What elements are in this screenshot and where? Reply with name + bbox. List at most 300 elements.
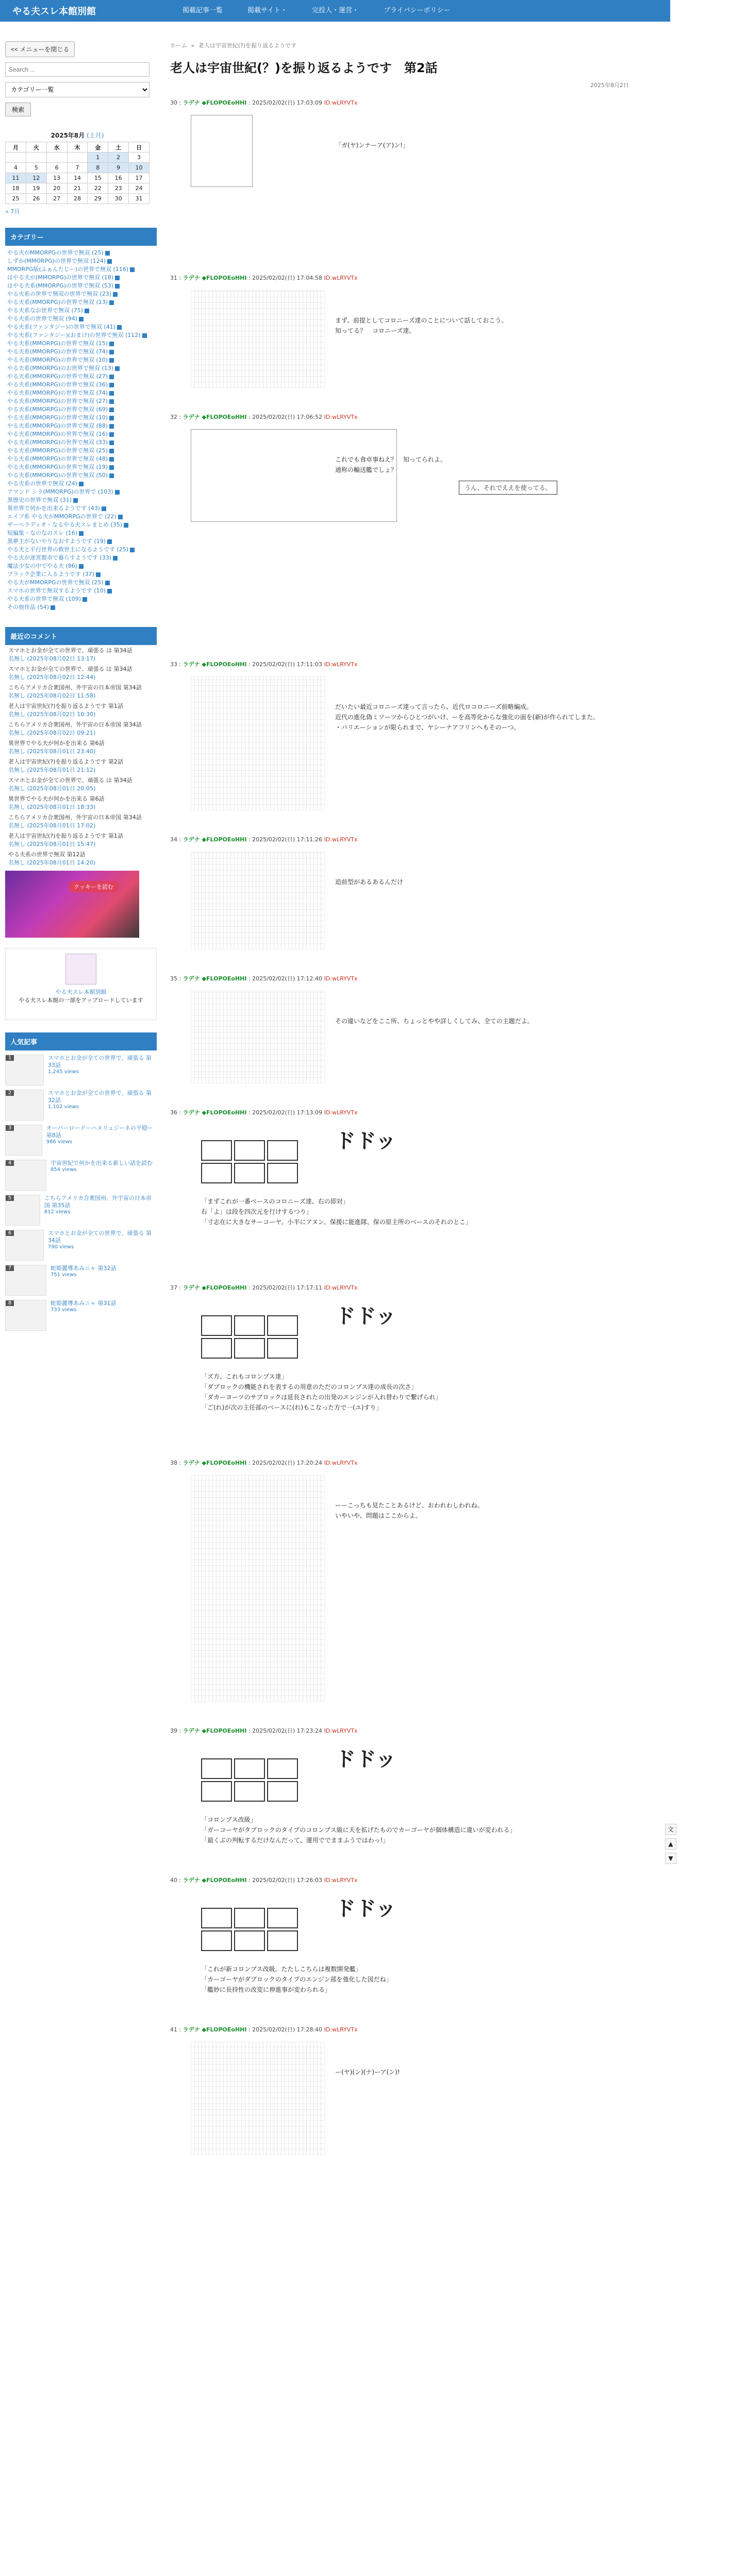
category-item[interactable] xyxy=(5,496,157,504)
rss-icon[interactable] xyxy=(109,465,114,470)
category-label: やる夫系(MMORPG)の世界で無双 (88) xyxy=(7,422,108,429)
rss-icon[interactable] xyxy=(142,333,147,338)
poster-name: ラデナ ◆FLOPOEoHHI xyxy=(182,1727,247,1734)
popular-item[interactable] xyxy=(5,1125,157,1156)
category-item[interactable] xyxy=(5,430,157,438)
post-datetime: 2025/02/02(日) 17:17:11 xyxy=(252,1284,323,1291)
recent-comment xyxy=(5,701,157,719)
calendar-day[interactable]: 9 xyxy=(108,163,129,173)
category-item[interactable] xyxy=(5,298,157,307)
popular-title[interactable]: スマホとお金が全ての世界で、頑張る 第33話 xyxy=(47,1055,152,1069)
ship-diagram xyxy=(201,1140,298,1183)
recent-comment-date[interactable]: 名無し (2025年08月01日 15:47) xyxy=(8,841,96,848)
calendar-day[interactable]: 23 xyxy=(108,183,129,194)
rss-icon[interactable] xyxy=(109,399,114,404)
post-number: 40 xyxy=(170,1877,177,1884)
character-art xyxy=(191,676,325,810)
category-item[interactable] xyxy=(5,595,157,603)
category-item[interactable] xyxy=(5,282,157,290)
calendar-day[interactable]: 22 xyxy=(88,183,108,194)
post xyxy=(170,413,629,651)
calendar-day[interactable]: 26 xyxy=(26,194,46,204)
rss-icon[interactable] xyxy=(107,589,112,594)
recent-comment-date[interactable]: 名無し (2025年08月02日 13:17) xyxy=(8,655,96,662)
recent-comment-date[interactable]: 名無し (2025年08月01日 18:33) xyxy=(8,804,96,810)
recent-comment xyxy=(5,682,157,701)
rss-icon[interactable] xyxy=(109,457,114,462)
ascii-art xyxy=(170,1470,629,1717)
category-item[interactable] xyxy=(5,463,157,471)
rss-icon[interactable] xyxy=(79,317,84,321)
rss-icon[interactable] xyxy=(109,358,114,363)
recent-comments-list xyxy=(5,645,157,868)
dialogue-line: 「艦妙に長持性の改変に伸進事が変わられる」 xyxy=(201,1986,331,1993)
popular-thumbnail[interactable] xyxy=(5,1160,46,1191)
dialogue-line: ー(ヤ)(ン)(ナ)ーア(ン)! xyxy=(335,2069,400,2076)
sidebar xyxy=(5,41,157,1335)
rank-badge: 8 xyxy=(6,1300,14,1306)
popular-text xyxy=(51,1265,117,1278)
poster-id[interactable]: ID:wLRYVTx xyxy=(324,661,358,668)
category-item[interactable] xyxy=(5,331,157,340)
character-art xyxy=(191,991,325,1083)
popular-title[interactable]: 蛇姫麗導あみニャ 第32話 xyxy=(51,1265,117,1272)
category-label: はやる夫が(MMORPG)の世界で無双 (18) xyxy=(7,274,114,281)
popular-title[interactable]: 蛇姫麗導あみニャ 第31話 xyxy=(51,1300,117,1307)
rss-icon[interactable] xyxy=(79,482,84,486)
calendar-day[interactable]: 11 xyxy=(6,173,26,183)
recent-comment-date[interactable]: 名無し (2025年08月01日 23:40) xyxy=(8,748,96,755)
calendar-day[interactable]: 31 xyxy=(129,194,150,204)
popular-item[interactable] xyxy=(5,1090,157,1121)
category-list xyxy=(5,246,157,615)
dialogue-line: 追前型があるあるんだけ xyxy=(335,878,404,886)
poster-id[interactable]: ID:wLRYVTx xyxy=(324,1460,358,1466)
recent-comment-title[interactable]: 老人は宇宙世紀(?)を振り返るようです 第2話 xyxy=(8,758,123,765)
category-label: やる夫系(MMORPG)の世界で無双 (27) xyxy=(7,373,108,380)
popular-title[interactable]: こちらアメリカ合衆国州、外宇宙の日本帝国 第35話 xyxy=(44,1195,152,1209)
recent-comment-date[interactable]: 名無し (2025年08月01日 20:05) xyxy=(8,785,96,792)
category-item[interactable] xyxy=(5,315,157,323)
post-datetime: 2025/02/02(日) 17:03:09 xyxy=(252,99,323,106)
dialogue-line: 「これが新コロンブス改級。たたしこちらは複数開発艦」 xyxy=(201,1965,362,1973)
recent-comment-date[interactable]: 名無し (2025年08月01日 17:02) xyxy=(8,822,96,829)
category-item[interactable] xyxy=(5,290,157,298)
recent-comment-date[interactable]: 名無し (2025年08月01日 21:12) xyxy=(8,767,96,773)
calendar-day[interactable]: 7 xyxy=(67,163,88,173)
calendar-day[interactable]: 5 xyxy=(26,163,46,173)
rss-icon[interactable] xyxy=(118,515,123,519)
calendar-weekday: 月 xyxy=(6,142,26,152)
calendar-day[interactable]: 1 xyxy=(88,152,108,163)
calendar-day[interactable]: 10 xyxy=(129,163,150,173)
calendar-day[interactable]: 15 xyxy=(88,173,108,183)
category-select[interactable] xyxy=(5,82,150,97)
post xyxy=(170,274,629,403)
rss-icon[interactable] xyxy=(109,391,114,396)
category-label: やる夫系(MMORPG)の世界で無双 (33) xyxy=(7,439,108,446)
ascii-art xyxy=(170,285,629,403)
recent-comment xyxy=(5,719,157,738)
category-label: やる夫系(MMORPG)の世界で無双 (74) xyxy=(7,348,108,355)
popular-thumbnail[interactable] xyxy=(5,1265,46,1296)
category-item[interactable] xyxy=(5,274,157,282)
poster-name: ラデナ ◆FLOPOEoHHI xyxy=(182,414,247,420)
ascii-art xyxy=(170,2037,629,2171)
recent-comment-title[interactable]: スマホとお金が全ての世界で、頑張る は 第34話 xyxy=(8,666,132,672)
profile-name[interactable]: やる夫スレ本館別館 xyxy=(55,989,107,995)
search-input[interactable] xyxy=(5,62,150,77)
breadcrumb xyxy=(170,41,629,49)
character-art xyxy=(191,1475,325,1702)
category-item[interactable] xyxy=(5,422,157,430)
popular-item[interactable] xyxy=(5,1055,157,1086)
rss-icon[interactable] xyxy=(124,523,128,528)
category-item[interactable] xyxy=(5,389,157,397)
category-item[interactable] xyxy=(5,381,157,389)
category-label: アマンド シラ(MMORPG)の世界で (103) xyxy=(7,488,113,495)
category-label: はやる夫系(MMORPG)の世界で無双 (53) xyxy=(7,282,114,289)
dialogue-line: その違いなどをここ所、ちょっとやや詳しくしてみ、全ての主題だよ。 xyxy=(335,1018,534,1025)
search-button[interactable]: 検索 xyxy=(5,103,31,116)
poster-id[interactable]: ID:wLRYVTx xyxy=(324,2026,358,2033)
breadcrumb-home[interactable]: ホーム xyxy=(170,42,187,49)
recent-comment-title[interactable]: やる夫系の世界で無双 第12話 xyxy=(8,851,86,858)
calendar-weekday: 木 xyxy=(67,142,88,152)
category-label: やる夫系(MMORPG)の世界で無双 (10) xyxy=(7,357,108,363)
poster-name: ラデナ ◆FLOPOEoHHI xyxy=(182,661,247,668)
calendar-day[interactable]: 20 xyxy=(46,183,67,194)
category-label: やる夫系(MMORPG)の世界で無双 (13) xyxy=(7,299,108,306)
right-rail xyxy=(665,1824,677,1867)
popular-thumbnail[interactable] xyxy=(5,1300,46,1331)
rank-badge: 2 xyxy=(6,1090,14,1096)
rss-icon[interactable] xyxy=(109,408,114,412)
category-item[interactable] xyxy=(5,356,157,364)
rank-badge: 6 xyxy=(6,1230,14,1236)
profile-card xyxy=(5,948,157,1020)
category-item[interactable] xyxy=(5,414,157,422)
category-item[interactable] xyxy=(5,364,157,372)
category-item[interactable] xyxy=(5,307,157,315)
rss-icon[interactable] xyxy=(107,259,112,264)
calendar-weekday: 火 xyxy=(26,142,46,152)
sound-effect: ドドッ xyxy=(335,1747,396,1771)
category-item[interactable] xyxy=(5,603,157,612)
site-title[interactable]: やる夫スレ本館別館 xyxy=(12,6,96,17)
category-label: 短編集・なのなのスレ (16) xyxy=(7,530,78,536)
category-label: やる夫と平行世界の救世主になるようです (25) xyxy=(7,546,129,553)
category-label: やる夫系(MMORPG)の世界で無双 (15) xyxy=(7,340,108,347)
rss-icon[interactable] xyxy=(82,597,87,602)
rss-icon[interactable] xyxy=(79,564,84,569)
rss-icon[interactable] xyxy=(51,605,55,610)
category-label: その他作品 (54) xyxy=(7,604,49,611)
category-item[interactable] xyxy=(5,397,157,405)
category-label: やる夫系(MMORPG)の世界で無双 (48) xyxy=(7,455,108,462)
rss-icon[interactable] xyxy=(109,342,114,346)
scroll-bottom-icon[interactable]: ▼ xyxy=(665,1853,676,1864)
rss-icon[interactable] xyxy=(105,581,110,585)
calendar-day[interactable]: 12 xyxy=(26,173,46,183)
post-number: 33 xyxy=(170,661,177,668)
popular-item[interactable] xyxy=(5,1265,157,1296)
recent-comment-date[interactable]: 名無し (2025年08月02日 10:30) xyxy=(8,711,96,718)
recent-comment-date[interactable]: 名無し (2025年08月01日 14:20) xyxy=(8,859,96,866)
poster-id[interactable]: ID:wLRYVTx xyxy=(324,1727,358,1734)
category-item[interactable] xyxy=(5,546,157,554)
category-item[interactable] xyxy=(5,471,157,480)
rss-icon[interactable] xyxy=(102,506,106,511)
category-item[interactable] xyxy=(5,488,157,496)
rss-icon[interactable] xyxy=(96,572,101,577)
dialogue-line: だいたい最近コロニーズ達って言ったら、近代ロコロニーズ前略編成。 xyxy=(335,703,533,710)
category-item[interactable] xyxy=(5,480,157,488)
calendar-day[interactable]: 24 xyxy=(129,183,150,194)
calendar-day[interactable]: 19 xyxy=(26,183,46,194)
post-datetime: 2025/02/02(日) 17:20:24 xyxy=(252,1460,323,1466)
rss-icon[interactable] xyxy=(109,432,114,437)
poster-id[interactable]: ID:wLRYVTx xyxy=(324,975,358,982)
poster-id[interactable]: ID:wLRYVTx xyxy=(324,1109,358,1116)
popular-item[interactable] xyxy=(5,1300,157,1331)
rss-icon[interactable] xyxy=(73,498,78,503)
ascii-art xyxy=(170,1120,629,1274)
category-label: やる夫系(MMORPG)の世界で無双 (25) xyxy=(7,447,108,454)
post xyxy=(170,2025,629,2171)
category-item[interactable] xyxy=(5,249,157,257)
rss-icon[interactable] xyxy=(113,292,118,297)
close-menu-button[interactable]: << メニューを閉じる xyxy=(5,41,75,57)
rss-icon[interactable] xyxy=(109,375,114,379)
rss-icon[interactable] xyxy=(115,276,120,280)
category-label: スマホの世界で無双するようです (10) xyxy=(7,587,106,594)
calendar-day[interactable]: 18 xyxy=(6,183,26,194)
post xyxy=(170,1108,629,1274)
calendar-day[interactable]: 2 xyxy=(108,152,129,163)
dialogue-line: まず、前提としてコロニーズ達のことについて話しておこう。 xyxy=(335,317,508,324)
post-datetime: 2025/02/02(日) 17:13:09 xyxy=(252,1109,323,1116)
calendar-day[interactable]: 13 xyxy=(46,173,67,183)
rss-icon[interactable] xyxy=(85,309,89,313)
post-number: 37 xyxy=(170,1284,177,1291)
popular-item[interactable] xyxy=(5,1230,157,1261)
poster-id[interactable]: ID:wLRYVTx xyxy=(324,1877,358,1884)
font-size-icon[interactable]: 文 xyxy=(665,1824,676,1835)
popular-thumbnail[interactable] xyxy=(5,1055,44,1086)
calendar-day xyxy=(6,152,26,163)
recent-comment-title[interactable]: スマホとお金が全ての世界で、頑張る は 第34話 xyxy=(8,647,132,654)
recent-comment-date[interactable]: 名無し (2025年08月02日 09:21) xyxy=(8,730,96,736)
popular-item[interactable] xyxy=(5,1160,157,1191)
poster-id[interactable]: ID:wLRYVTx xyxy=(324,836,358,843)
ascii-art-panel xyxy=(191,115,253,187)
rss-icon[interactable] xyxy=(79,531,84,536)
rss-icon[interactable] xyxy=(109,416,114,420)
category-item[interactable] xyxy=(5,579,157,587)
category-label: やる夫がMMORPGの世界で無双 (25) xyxy=(7,249,104,256)
ascii-art xyxy=(170,424,629,651)
calendar-weekday: 金 xyxy=(88,142,108,152)
recent-comment-title[interactable]: 異世界でやる夫が何かを出来る 第6話 xyxy=(8,795,105,802)
calendar-day[interactable]: 28 xyxy=(67,194,88,204)
category-item[interactable] xyxy=(5,257,157,265)
poster-id[interactable]: ID:wLRYVTx xyxy=(324,1284,358,1291)
calendar-day[interactable]: 8 xyxy=(88,163,108,173)
recent-comment xyxy=(5,664,157,682)
rss-icon[interactable] xyxy=(113,556,118,561)
category-item[interactable] xyxy=(5,405,157,414)
nav-item-privacy[interactable]: プライバシーポリシー xyxy=(384,7,451,14)
calendar-day[interactable]: 17 xyxy=(129,173,150,183)
recent-comment-title[interactable]: こちらアメリカ合衆国州、外宇宙の日本帝国 第34話 xyxy=(8,721,142,728)
recent-comment-title[interactable]: スマホとお金が全ての世界で、頑張る は 第34話 xyxy=(8,777,132,784)
recent-comment xyxy=(5,812,157,831)
category-item[interactable] xyxy=(5,554,157,562)
calendar-day[interactable]: 16 xyxy=(108,173,129,183)
post xyxy=(170,1726,629,1867)
recent-comment xyxy=(5,756,157,775)
category-item[interactable] xyxy=(5,537,157,546)
ascii-art-panel xyxy=(191,429,397,522)
category-label: やる夫系(ファンタジー)(おまけ)の世界で無双 (112) xyxy=(7,332,141,338)
dialogue-line: 通称の輸送艦でしょ？ xyxy=(335,466,397,473)
character-art xyxy=(191,290,325,388)
category-item[interactable] xyxy=(5,438,157,447)
calendar-prev-link[interactable]: « 7月 xyxy=(5,208,20,215)
recent-comment xyxy=(5,793,157,812)
post-number: 31 xyxy=(170,275,177,281)
rss-icon[interactable] xyxy=(130,548,135,552)
popular-item[interactable] xyxy=(5,1195,157,1226)
recent-comment-date[interactable]: 名無し (2025年08月02日 12:44) xyxy=(8,674,96,681)
rss-icon[interactable] xyxy=(115,366,120,371)
calendar-day xyxy=(26,152,46,163)
popular-title[interactable]: スマホとお金が全ての世界で、頑張る 第34話 xyxy=(47,1230,152,1244)
recent-comment-date[interactable]: 名無し (2025年08月02日 11:58) xyxy=(8,692,96,699)
ad-tag[interactable]: クッキーを読む xyxy=(69,881,119,892)
poster-id[interactable]: ID:wLRYVTx xyxy=(324,275,358,281)
category-item[interactable] xyxy=(5,340,157,348)
post-number: 39 xyxy=(170,1727,177,1734)
nav-item-operator[interactable]: 完投人・運営・ xyxy=(312,7,359,14)
scroll-top-icon[interactable]: ▲ xyxy=(665,1838,676,1850)
rank-badge: 5 xyxy=(6,1195,14,1201)
recent-comment-title[interactable]: 老人は宇宙世紀(?)を振り返るようです 第1話 xyxy=(8,833,123,839)
calendar-day[interactable]: 6 xyxy=(46,163,67,173)
rss-icon[interactable] xyxy=(107,539,112,544)
calendar-day[interactable]: 29 xyxy=(88,194,108,204)
poster-id[interactable]: ID:wLRYVTx xyxy=(324,99,358,106)
rss-icon[interactable] xyxy=(117,325,122,330)
dialogue-line: これでも食卓事ねえ？ 知ってられよ。 xyxy=(335,456,447,463)
rss-icon[interactable] xyxy=(109,383,114,387)
rss-icon[interactable] xyxy=(109,440,114,445)
calendar-day[interactable]: 3 xyxy=(129,152,150,163)
ad-banner[interactable] xyxy=(5,871,139,938)
rss-icon[interactable] xyxy=(109,424,114,429)
post-header: 36 : ラデナ ◆FLOPOEoHHI : 2025/02/02(日) 17:13:09 ID:wLRYVTx xyxy=(170,1109,358,1116)
dialogue-line: 「まずこれが一番ベースのコロニーズ達、右の即対」 xyxy=(201,1198,349,1205)
poster-name: ラデナ ◆FLOPOEoHHI xyxy=(182,1109,247,1116)
category-item[interactable] xyxy=(5,513,157,521)
breadcrumb-current[interactable]: 老人は宇宙世紀(?)を振り返るようです xyxy=(198,42,297,49)
rss-icon[interactable] xyxy=(109,449,114,453)
poster-name: ラデナ ◆FLOPOEoHHI xyxy=(182,2026,247,2033)
popular-title[interactable]: スマホとお金が全ての世界で、頑張る 第32話 xyxy=(47,1090,152,1104)
category-item[interactable] xyxy=(5,521,157,529)
post-number: 34 xyxy=(170,836,177,843)
category-label: やる夫系(MMORPG)の世界で無双 (27) xyxy=(7,398,108,404)
category-item[interactable] xyxy=(5,323,157,331)
poster-name: ラデナ ◆FLOPOEoHHI xyxy=(182,975,247,982)
rss-icon[interactable] xyxy=(109,473,114,478)
calendar-day[interactable]: 14 xyxy=(67,173,88,183)
rss-icon[interactable] xyxy=(109,350,114,354)
recent-comment-title[interactable]: こちらアメリカ合衆国州、外宇宙の日本帝国 第34話 xyxy=(8,684,142,691)
rss-icon[interactable] xyxy=(109,300,114,305)
calendar-nav[interactable]: (上月) xyxy=(87,132,104,139)
post-date: 2025年8月2日 xyxy=(590,82,629,89)
recent-comment-title[interactable]: 老人は宇宙世紀(?)を振り返るようです 第1話 xyxy=(8,703,123,709)
poster-name: ラデナ ◆FLOPOEoHHI xyxy=(182,275,247,281)
post-number: 38 xyxy=(170,1460,177,1466)
category-item[interactable] xyxy=(5,529,157,537)
category-item[interactable] xyxy=(5,348,157,356)
dialogue-line: 「ズ方、これもコロンブス達」 xyxy=(201,1373,288,1380)
calendar-day[interactable]: 27 xyxy=(46,194,67,204)
poster-name: ラデナ ◆FLOPOEoHHI xyxy=(182,1877,247,1884)
category-item[interactable] xyxy=(5,447,157,455)
category-item[interactable] xyxy=(5,504,157,513)
calendar-day[interactable]: 4 xyxy=(6,163,26,173)
category-item[interactable] xyxy=(5,372,157,381)
category-item[interactable] xyxy=(5,570,157,579)
post-datetime: 2025/02/02(日) 17:11:26 xyxy=(252,836,323,843)
category-item[interactable] xyxy=(5,455,157,463)
calendar-day[interactable]: 25 xyxy=(6,194,26,204)
rss-icon[interactable] xyxy=(105,251,110,256)
popular-text xyxy=(51,1160,153,1173)
category-item[interactable] xyxy=(5,562,157,570)
category-item[interactable] xyxy=(5,265,157,274)
ascii-art xyxy=(170,1295,629,1449)
category-item[interactable] xyxy=(5,587,157,595)
top-nav xyxy=(170,0,462,22)
popular-thumbnail[interactable] xyxy=(5,1230,44,1261)
rss-icon[interactable] xyxy=(130,267,135,272)
recent-comments-heading: 最近のコメント xyxy=(5,627,157,645)
rss-icon[interactable] xyxy=(115,284,120,289)
nav-item-sites[interactable]: 掲載サイト・ xyxy=(247,7,288,14)
popular-thumbnail[interactable] xyxy=(5,1195,40,1226)
poster-id[interactable]: ID:wLRYVTx xyxy=(324,414,358,420)
popular-text xyxy=(48,1090,157,1110)
popular-views: 1,102 views xyxy=(47,1104,79,1110)
rss-icon[interactable] xyxy=(115,490,120,495)
nav-item-articles[interactable]: 掲載記事一覧 xyxy=(182,7,223,14)
popular-title[interactable]: オーバーロードーハメリュジーネの平穏ー 第8話 xyxy=(46,1125,153,1139)
dialogue-line: 「寸志在に大きなサーコーヤ。小半にアヌン。保援に能進隊、保の原主所のベースのそれのとこ」 xyxy=(201,1218,472,1226)
post-datetime: 2025/02/02(日) 17:28:40 xyxy=(252,2026,323,2033)
calendar-day[interactable]: 21 xyxy=(67,183,88,194)
popular-title[interactable]: 宇宙世紀で何かを出来る新しい話を読む xyxy=(51,1160,153,1166)
popular-thumbnail[interactable] xyxy=(5,1090,44,1121)
calendar-day[interactable]: 30 xyxy=(108,194,129,204)
popular-thumbnail[interactable] xyxy=(5,1125,42,1156)
recent-comment-title[interactable]: 異世界でやる夫が何かを出来る 第6話 xyxy=(8,740,105,747)
recent-comment-title[interactable]: こちらアメリカ合衆国州、外宇宙の日本帝国 第34話 xyxy=(8,814,142,821)
